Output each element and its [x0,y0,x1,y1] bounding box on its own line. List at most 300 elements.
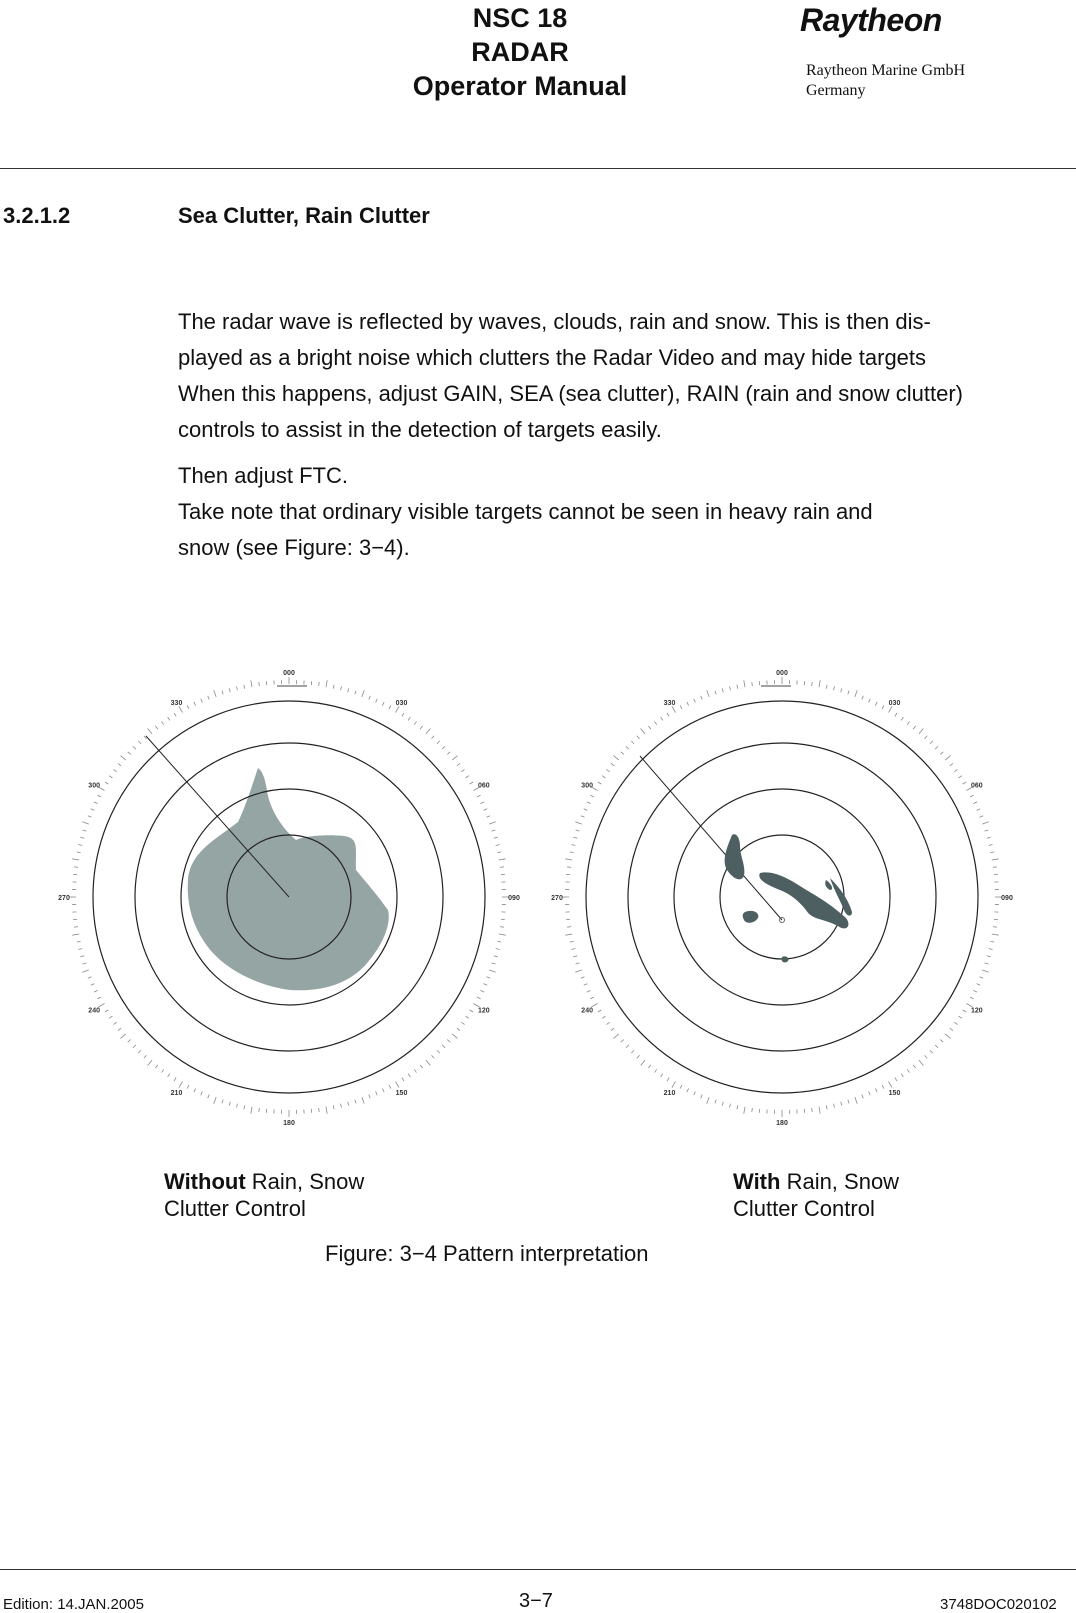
bearing-tick [113,769,116,771]
bearing-label: 330 [171,700,183,707]
bearing-tick [408,1074,410,1077]
bearing-tick [376,699,378,703]
bearing-tick [109,1016,112,1018]
bearing-tick [954,769,957,771]
bearing-tick [319,1108,320,1112]
bearing-tick [752,682,753,686]
bearing-tick [752,1108,753,1112]
bearing-tick [91,809,95,811]
bearing-tick [990,852,994,853]
bearing-tick [470,782,473,784]
bearing-tick [402,1078,404,1081]
bearing-tick [848,691,849,695]
bearing-tick [945,756,950,760]
bearing-label: 120 [971,1008,983,1015]
bearing-tick [930,1050,933,1053]
bearing-tick [855,1097,857,1104]
header-rule [0,168,1076,169]
bearing-tick [565,934,572,935]
bearing-tick [244,1105,245,1109]
bearing-tick [214,1097,216,1104]
target-echo [759,872,848,928]
caption-text: Rain, Snow [246,1169,365,1194]
bearing-tick [497,852,501,853]
bearing-tick [672,706,676,712]
edition-date: Edition: 14.JAN.2005 [3,1596,144,1613]
bearing-tick [602,776,605,778]
bearing-tick [963,1010,966,1012]
bearing-tick [966,1004,972,1008]
bearing-tick [128,752,131,755]
bearing-tick [168,1074,170,1077]
range-ring-4 [586,701,978,1093]
bearing-tick [432,736,435,739]
bearing-tick [841,1102,842,1106]
bearing-tick [341,1104,342,1108]
bearing-tick [473,1004,479,1008]
bearing-tick [492,830,496,831]
bearing-tick [672,1081,676,1087]
bearing-tick [973,802,977,804]
company-country: Germany [806,82,866,100]
bearing-tick [935,1045,938,1048]
paragraph-2-line: snow (see Figure: 3−4). [178,530,873,566]
bearing-tick [500,927,504,928]
bearing-tick [973,990,977,992]
bearing-tick [913,1065,915,1068]
bearing-tick [648,1065,650,1068]
bearing-tick [959,776,962,778]
bearing-tick [499,859,506,860]
bearing-tick [715,691,716,695]
bearing-tick [641,1060,645,1065]
bearing-label: 090 [1001,895,1013,902]
bearing-tick [930,741,933,744]
bearing-tick [229,688,230,692]
left-radar-caption [164,1168,364,1222]
bearing-tick [812,682,813,686]
sea-clutter-area [188,768,389,990]
bearing-label: 030 [396,700,408,707]
bearing-tick [442,746,445,749]
caption-emphasis: Without [164,1169,246,1194]
bearing-tick [895,713,897,716]
bearing-tick [396,1081,400,1087]
bearing-label: 270 [58,895,70,902]
bearing-tick [707,1097,709,1104]
bearing-tick [348,688,349,692]
bearing-tick [970,795,974,797]
bearing-tick [602,1016,605,1018]
bearing-tick [925,1055,928,1058]
bearing-tick [402,713,404,716]
bearing-tick [237,1104,238,1108]
bearing-tick [389,705,391,709]
figure-caption: Figure: 3−4 Pattern interpretation [325,1240,648,1267]
bearing-tick [91,984,95,986]
bearing-tick [432,1055,435,1058]
bearing-tick [901,1074,903,1077]
bearing-tick [919,1060,923,1065]
bearing-tick [222,691,223,695]
bearing-tick [826,1105,827,1109]
bearing-tick [187,705,189,709]
bearing-tick [486,816,490,817]
bearing-tick [587,802,591,804]
bearing-label: 060 [971,783,983,790]
radar-display-without-clutter-control [58,670,520,1127]
bearing-tick [77,852,81,853]
bearing-tick [575,970,582,972]
bearing-tick [571,949,575,950]
bearing-label: 210 [664,1090,676,1097]
bearing-tick [138,741,141,744]
bearing-tick [591,1004,597,1008]
bearing-tick [680,705,682,709]
bearing-tick [581,816,585,817]
bearing-tick [992,859,999,860]
bearing-tick [979,816,983,817]
bearing-tick [730,686,731,690]
bearing-tick [97,795,101,797]
bearing-tick [161,721,163,724]
bearing-tick [168,717,170,720]
bearing-tick [987,837,991,838]
bearing-label: 150 [396,1090,408,1097]
bearing-tick [382,1088,384,1092]
bearing-tick [598,782,601,784]
bearing-tick [120,1034,125,1038]
bearing-tick [105,782,108,784]
bearing-tick [494,956,498,957]
bearing-tick [945,1034,950,1038]
bearing-tick [470,1010,473,1012]
bearing-tick [913,726,915,729]
bearing-tick [326,1107,327,1114]
bearing-tick [993,867,997,868]
section-title: Sea Clutter, Rain Clutter [178,203,430,229]
bearing-tick [480,802,484,804]
bearing-tick [575,822,582,824]
bearing-tick [74,867,78,868]
bearing-tick [990,941,994,942]
bearing-tick [687,702,689,706]
bearing-tick [457,1028,460,1030]
bearing-tick [133,746,136,749]
company-name: Raytheon Marine GmbH [806,62,965,80]
footer-rule [0,1569,1076,1570]
bearing-tick [466,776,469,778]
bearing-tick [613,756,618,760]
bearing-tick [621,752,624,755]
bearing-tick [869,1092,871,1096]
bearing-tick [97,997,101,999]
bearing-tick [875,1088,877,1092]
bearing-tick [989,845,993,846]
range-ring-2 [674,789,890,1005]
bearing-tick [109,776,112,778]
bearing-tick [83,830,87,831]
bearing-tick [144,1055,147,1058]
bearing-tick [486,977,490,978]
bearing-tick [251,680,252,687]
rain-target-echoes [725,834,852,962]
bearing-tick [744,680,745,687]
bearing-tick [187,1085,189,1089]
bearing-tick [993,927,997,928]
bearing-tick [78,845,82,846]
bearing-tick [466,1016,469,1018]
bearing-tick [355,691,356,695]
bearing-tick [480,990,484,992]
bearing-tick [982,822,989,824]
bearing-tick [414,1069,416,1072]
bearing-label: 090 [508,895,520,902]
bearing-tick [396,706,400,712]
bearing-tick [570,852,574,853]
bearing-tick [148,1060,152,1065]
bearing-tick [341,686,342,690]
bearing-tick [707,690,709,697]
bearing-tick [461,1022,464,1024]
bearing-tick [573,837,577,838]
bearing-tick [667,1078,669,1081]
bearing-tick [626,1045,629,1048]
bearing-tick [730,1104,731,1108]
bearing-tick [259,1108,260,1112]
bearing-tick [950,763,953,765]
bearing-tick [977,984,981,986]
bearing-tick [565,859,572,860]
bearing-tick [369,696,370,700]
manual-title-line3: Operator Manual [300,70,740,102]
bearing-tick [420,726,422,729]
paragraph-1 [178,304,963,448]
bearing-tick [715,1100,716,1104]
bearing-tick [155,726,157,729]
bearing-tick [989,949,993,950]
bearing-tick [80,837,84,838]
bearing-tick [88,977,92,978]
bearing-tick [348,1102,349,1106]
target-echo [782,956,789,962]
bearing-tick [587,990,591,992]
bearing-tick [447,1040,450,1043]
bearing-tick [437,741,440,744]
bearing-tick [985,963,989,964]
bearing-tick [194,702,196,706]
bearing-tick [661,717,663,720]
bearing-tick [970,997,974,999]
bearing-tick [977,809,981,811]
bearing-tick [590,795,594,797]
bearing-tick [72,934,79,935]
bearing-label: 180 [283,1120,295,1127]
target-echo [743,911,759,923]
bearing-tick [889,1081,893,1087]
bearing-tick [179,706,183,712]
bearing-tick [194,1088,196,1092]
bearing-tick [113,1022,116,1024]
bearing-tick [979,977,983,978]
bearing-tick [437,1050,440,1053]
bearing-label: 330 [664,700,676,707]
bearing-tick [570,941,574,942]
bearing-tick [78,949,82,950]
bearing-tick [82,970,89,972]
bearing-tick [631,1050,634,1053]
bearing-tick [105,1010,108,1012]
bearing-tick [426,1060,430,1065]
paragraph-2 [178,458,873,566]
bearing-label: 120 [478,1008,490,1015]
bearing-tick [496,949,500,950]
bearing-tick [940,752,943,755]
bearing-tick [355,1100,356,1104]
bearing-tick [954,1022,957,1024]
bearing-label: 000 [283,670,295,677]
bearing-tick [477,997,481,999]
bearing-tick [901,717,903,720]
bearing-tick [496,845,500,846]
bearing-tick [500,867,504,868]
bearing-tick [701,1094,702,1098]
bearing-tick [333,1105,334,1109]
bearing-tick [452,756,457,760]
bearing-tick [77,941,81,942]
bearing-tick [179,1081,183,1087]
bearing-tick [484,984,488,986]
bearing-tick [841,688,842,692]
bearing-label: 240 [88,1008,100,1015]
bearing-tick [138,1050,141,1053]
bearing-tick [128,1040,131,1043]
bearing-tick [494,837,498,838]
bearing-tick [737,1105,738,1109]
bearing-tick [590,997,594,999]
target-echo [825,880,832,890]
bearing-tick [907,721,909,724]
bearing-tick [571,845,575,846]
manual-title-line1: NSC 18 [300,2,740,34]
bearing-tick [637,736,640,739]
bearing-tick [426,728,430,733]
bearing-tick [174,1078,176,1081]
bearing-tick [222,1100,223,1104]
bearing-tick [214,690,216,697]
bearing-tick [489,970,496,972]
bearing-tick [694,699,696,703]
bearing-tick [576,963,580,964]
bearing-tick [919,728,923,733]
bearing-tick [648,726,650,729]
bearing-tick [118,1028,121,1030]
caption-text: Rain, Snow [780,1169,899,1194]
bearing-tick [72,859,79,860]
bearing-tick [611,763,614,765]
paragraph-2-line: Then adjust FTC. [178,458,873,494]
bearing-tick [492,963,496,964]
bearing-tick [606,769,609,771]
bearing-tick [326,680,327,687]
bearing-label: 270 [551,895,563,902]
caption-text: Clutter Control [733,1195,899,1222]
bearing-tick [148,728,152,733]
section-number: 3.2.1.2 [3,203,70,229]
bearing-tick [701,696,702,700]
bearing-tick [812,1108,813,1112]
bearing-tick [118,763,121,765]
bearing-tick [848,1100,849,1104]
bearing-tick [855,690,857,697]
bearing-tick [834,1104,835,1108]
bearing-tick [567,867,571,868]
bearing-tick [895,1078,897,1081]
bearing-tick [834,686,835,690]
bearing-tick [452,1034,457,1038]
bearing-tick [694,1092,696,1096]
bearing-tick [333,685,334,689]
bearing-tick [155,1065,157,1068]
bearing-tick [376,1092,378,1096]
bearing-tick [598,1010,601,1012]
bearing-tick [477,795,481,797]
bearing-tick [985,830,989,831]
bearing-tick [567,927,571,928]
bearing-label: 300 [88,783,100,790]
bearing-tick [737,685,738,689]
bearing-tick [82,822,89,824]
bearing-tick [581,977,585,978]
bearing-tick [208,1094,209,1098]
bearing-tick [414,721,416,724]
caption-text: Clutter Control [164,1195,364,1222]
bearing-tick [98,1004,104,1008]
bearing-tick [819,680,820,687]
bearing-label: 180 [776,1120,788,1127]
bearing-tick [499,934,506,935]
bearing-tick [319,682,320,686]
bearing-tick [613,1034,618,1038]
bearing-tick [362,690,364,697]
bearing-tick [362,1097,364,1104]
bearing-tick [161,1069,163,1072]
bearing-tick [862,696,863,700]
bearing-tick [631,741,634,744]
paragraph-1-line: controls to assist in the detection of targets easily. [178,412,963,448]
bearing-tick [497,941,501,942]
bearing-tick [950,1028,953,1030]
raytheon-logo: Raytheon [800,2,942,39]
bearing-tick [819,1107,820,1114]
bearing-tick [661,1074,663,1077]
bearing-tick [654,721,656,724]
bearing-tick [680,1085,682,1089]
bearing-tick [584,809,588,811]
bearing-tick [576,830,580,831]
bearing-tick [120,756,125,760]
bearing-tick [935,746,938,749]
bearing-tick [641,728,645,733]
bearing-tick [722,1102,723,1106]
bearing-label: 150 [889,1090,901,1097]
bearing-tick [133,1045,136,1048]
bearing-label: 210 [171,1090,183,1097]
radar-display-with-clutter-control [551,670,1013,1127]
bearing-tick [408,717,410,720]
bearing-tick [987,956,991,957]
bearing-tick [882,705,884,709]
